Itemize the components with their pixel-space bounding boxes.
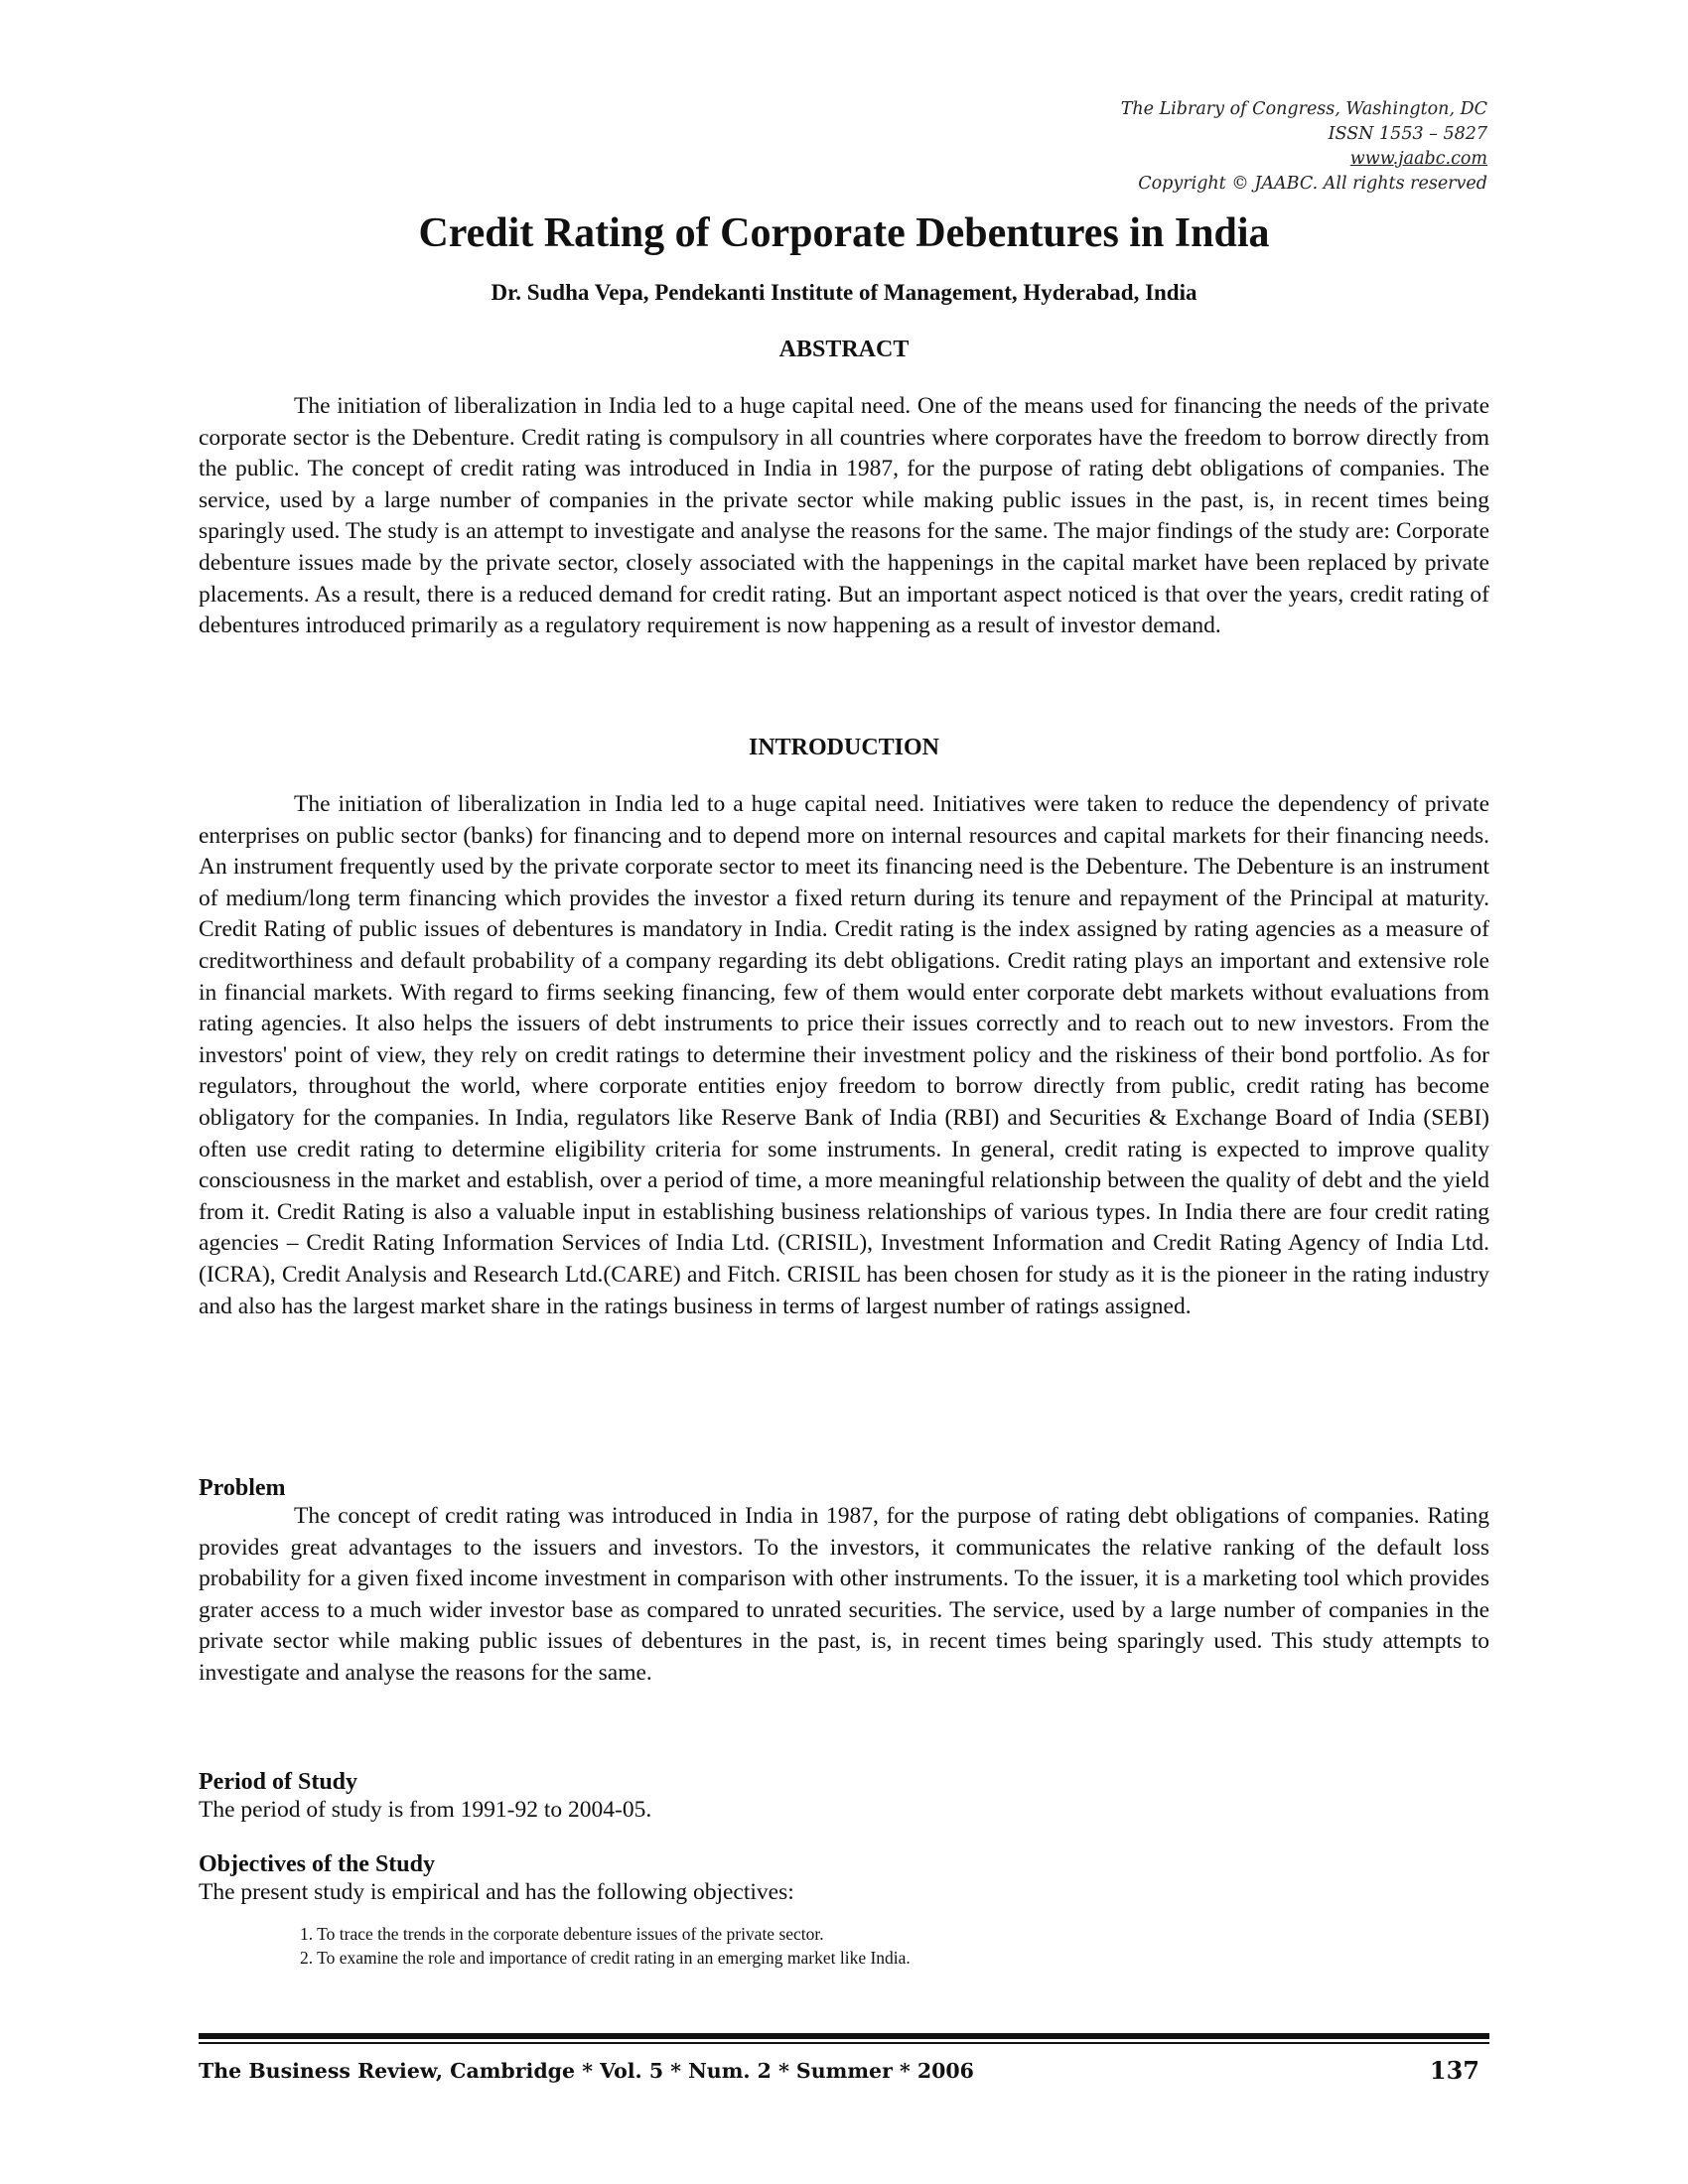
- abstract-text: The initiation of liberalization in India led to a huge capital need. One of the means used for financing the needs of the private corporate sector is the Debenture. Credit rating is compulsory in all countries where corporates have the freedom to borrow directly from the public. The concept of credit rating was introduced in India in 1987, for the purpose of rating debt obligations of companies. The service, used by a large number of companies in the private sector while making public issues in the past, is, in recent times being sparingly used. The study is an attempt to investigate and analyse the reasons for the same. The major findings of the study are: Corporate debenture issues made by the private sector, closely associated with the happenings in the capital market have been replaced by private placements. As a result, there is a reduced demand for credit rating. But an important aspect noticed is that over the years, credit rating of debentures introduced primarily as a regulatory requirement is now happening as a result of investor demand.: [199, 393, 1489, 639]
- journal-masthead: [1121, 97, 1487, 197]
- list-item: 1. To trace the trends in the corporate debenture issues of the private sector.: [300, 1924, 824, 1944]
- objectives-intro: The present study is empirical and has the following objectives:: [199, 1879, 794, 1905]
- library-line: The Library of Congress, Washington, DC: [1120, 99, 1487, 119]
- footer-rule-thick: [199, 2033, 1489, 2039]
- problem-heading: Problem: [199, 1475, 286, 1501]
- page-footer: [199, 2055, 1489, 2087]
- problem-text: The concept of credit rating was introduced in India in 1987, for the purpose of rating debt obligations of companies. Rating provides great advantages to the issuers and investors. To the investors, it communicates the relative ranking of the default loss probability for a given fixed income investment in comparison with other instruments. To the issuer, it is a marketing tool which provides grater access to a much wider investor base as compared to unrated securities. The service, used by a large number of companies in the private sector while making public issues of debentures in the past, is, in recent times being sparingly used. This study attempts to investigate and analyse the reasons for the same.: [199, 1503, 1489, 1686]
- copyright-line: Copyright © JAABC. All rights reserved: [1138, 174, 1487, 194]
- paper-title: Credit Rating of Corporate Debentures in India: [418, 210, 1270, 256]
- period-text: The period of study is from 1991-92 to 2004-05.: [199, 1797, 652, 1823]
- objectives-list: [300, 1922, 911, 1970]
- list-item: 2. To examine the role and importance of credit rating in an emerging market like India.: [300, 1948, 911, 1968]
- journal-citation: The Business Review, Cambridge * Vol. 5 * Num. 2 * Summer * 2006: [199, 2059, 974, 2083]
- objectives-heading: Objectives of the Study: [199, 1851, 435, 1877]
- abstract-heading: ABSTRACT: [778, 337, 910, 362]
- page-number: 137: [1429, 2056, 1479, 2085]
- author-line: Dr. Sudha Vepa, Pendekanti Institute of Management, Hyderabad, India: [491, 280, 1197, 305]
- introduction-text: The initiation of liberalization in India led to a huge capital need. Initiatives were taken to reduce the dependency of private enterprises on public sector (banks) for financing and to depend more on internal resources and capital markets for their financing needs. An instrument frequently used by the private corporate sector to meet its financing need is the Debenture. The Debenture is an instrument of medium/long term financing which provides the investor a fixed return during its tenure and repayment of the Principal at maturity. Credit Rating of public issues of debentures is mandatory in India. Credit rating is the index assigned by rating agencies as a measure of creditworthiness and default probability of a company regarding its debt obligations. Credit rating plays an important and extensive role in financial markets. With regard to firms seeking financing, few of them would enter corporate debt markets without evaluations from rating agencies. It also helps the issuers of debt instruments to price their issues correctly and to reach out to new investors. From the investors' point of view, they rely on credit ratings to determine their investment policy and the riskiness of their bond portfolio. As for regulators, throughout the world, where corporate entities enjoy freedom to borrow directly from public, credit rating has become obligatory for the companies. In India, regulators like Reserve Bank of India (RBI) and Securities & Exchange Board of India (SEBI) often use credit rating to determine eligibility criteria for some instruments. In general, credit rating is expected to improve quality consciousness in the market and establish, over a period of time, a more meaningful relationship between the quality of debt and the yield from it. Credit Rating is also a valuable input in establishing business relationships of various types. In India there are four credit rating agencies – Credit Rating Information Services of India Ltd. (CRISIL), Investment Information and Credit Rating Agency of India Ltd. (ICRA), Credit Analysis and Research Ltd.(CARE) and Fitch. CRISIL has been chosen for study as it is the pioneer in the rating industry and also has the largest market share in the ratings business in terms of largest number of ratings assigned.: [199, 791, 1489, 1319]
- introduction-heading: INTRODUCTION: [748, 735, 940, 760]
- issn-line: ISSN 1553 – 5827: [1328, 124, 1487, 144]
- journal-url-link[interactable]: www.jaabc.com: [1349, 149, 1487, 169]
- footer-rule-thin: [199, 2042, 1489, 2044]
- period-heading: Period of Study: [199, 1769, 358, 1795]
